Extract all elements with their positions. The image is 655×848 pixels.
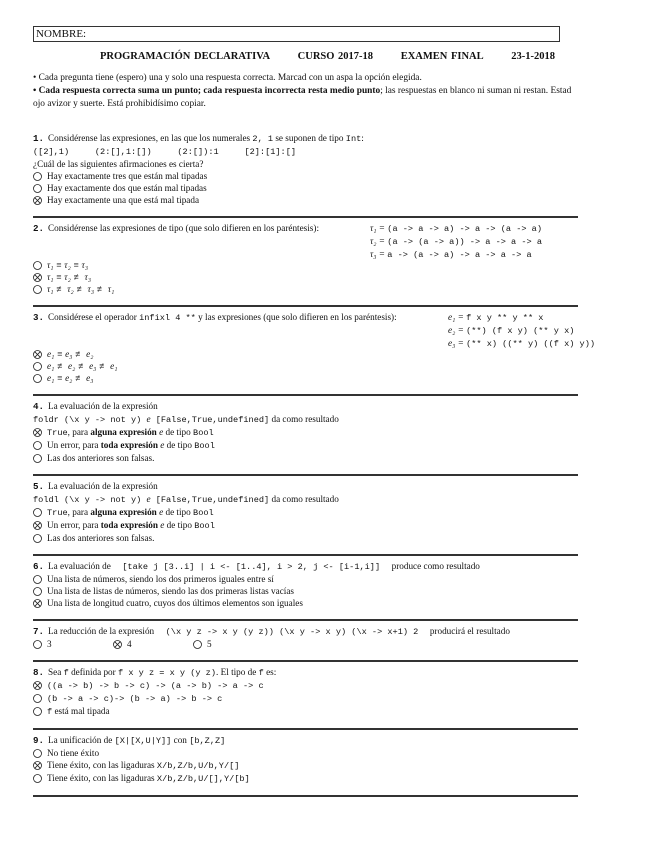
text-segment: e	[160, 520, 165, 530]
text-segment: f x y ** y ** x	[466, 313, 544, 323]
text-segment: con	[171, 735, 190, 745]
option-text	[47, 585, 294, 597]
text-segment	[33, 337, 35, 347]
text-segment: [take j [3..i] | i <- [1..4], i > 2, j <- [i-1,i]]	[122, 562, 381, 572]
text-segment: foldr (\x y -> not y)	[33, 415, 147, 425]
answer-option[interactable]	[33, 271, 578, 283]
text-segment: Considérese el operador	[48, 312, 140, 322]
exam-date: 23-1-2018	[511, 51, 556, 62]
question-3	[33, 307, 596, 393]
answer-option[interactable]	[33, 372, 578, 384]
radio-icon[interactable]	[33, 441, 42, 450]
option-text	[47, 772, 250, 785]
checked-radio-icon[interactable]	[33, 196, 42, 205]
question-7	[33, 621, 578, 659]
text-segment: produce como resultado	[380, 561, 480, 571]
text-segment: de tipo	[163, 507, 194, 517]
text-segment: Bool	[193, 428, 214, 438]
question-2	[33, 218, 578, 304]
text-segment: producirá el resultado	[418, 626, 510, 636]
text-segment: e₁ ≡ e₂ ≢ e₃	[47, 373, 94, 383]
question-prompt-line	[33, 158, 578, 170]
radio-icon[interactable]	[33, 454, 42, 463]
text-segment: La evaluación de la expresión	[48, 401, 158, 411]
text-segment: se suponen de tipo	[273, 133, 346, 143]
answer-option[interactable]	[33, 705, 578, 718]
text-segment: Sea	[48, 667, 64, 677]
option-text	[47, 439, 215, 452]
text-segment: f x y z = x y (y z)	[118, 668, 217, 678]
question-prompt-line	[33, 413, 578, 426]
text-segment	[33, 236, 35, 246]
text-segment: alguna expresión	[90, 427, 157, 437]
question-4	[33, 396, 578, 473]
answer-option[interactable]	[33, 426, 578, 439]
exam-type: EXAMEN FINAL	[400, 51, 484, 62]
text-segment: Un error, para	[47, 520, 101, 530]
instruction-line	[33, 72, 581, 85]
radio-icon[interactable]	[33, 640, 42, 649]
radio-icon[interactable]	[33, 774, 42, 783]
text-segment: True	[47, 428, 68, 438]
answer-option[interactable]	[33, 638, 113, 650]
text-segment: e	[159, 507, 164, 517]
text-segment: e	[160, 440, 165, 450]
text-segment: ([2],1) (2:[],1:[]) (2:[]):1 [2]:[1]:[]	[33, 147, 297, 157]
text-segment: La unificación de	[48, 735, 115, 745]
option-text	[47, 573, 274, 585]
question-prompt-line	[33, 666, 578, 679]
option-text	[47, 597, 303, 609]
text-segment: 4	[127, 639, 132, 649]
text-segment: X/b,Z/b,U/b,Y/[]	[156, 761, 240, 771]
radio-icon[interactable]	[33, 184, 42, 193]
text-segment: toda expresión	[100, 520, 158, 530]
question-prompt-line	[33, 493, 578, 506]
text-segment: e	[146, 414, 151, 424]
text-segment: Hay exactamente dos que están mal tipadas	[47, 183, 207, 193]
question-number: 6.	[33, 561, 45, 572]
answer-option[interactable]	[33, 194, 578, 206]
text-segment: e₂ =	[448, 325, 467, 335]
option-text	[47, 747, 99, 759]
text-segment: da como resultado	[269, 414, 339, 424]
formula-list	[370, 222, 542, 261]
radio-icon[interactable]	[33, 575, 42, 584]
text-segment: , para	[67, 507, 91, 517]
question-number: 2.	[33, 223, 45, 234]
text-segment	[33, 325, 35, 335]
option-text	[47, 170, 207, 182]
radio-icon[interactable]	[33, 707, 42, 716]
question-prompt-line	[33, 560, 578, 573]
formula-list	[448, 311, 595, 350]
text-segment: Una lista de números, siendo los dos primeros iguales entre sí	[47, 574, 274, 584]
text-segment: (a -> a -> a) -> a -> (a -> a)	[387, 224, 542, 234]
answer-option[interactable]	[33, 772, 578, 785]
answer-option[interactable]	[33, 692, 578, 705]
text-segment: ¿Cuál de las siguientes afirmaciones es cierta?	[33, 159, 204, 169]
text-segment: Tiene éxito, con las ligaduras	[47, 773, 157, 783]
text-segment: e₁ ≡ e₃ ≢ e₂	[47, 349, 94, 359]
radio-icon[interactable]	[33, 261, 42, 270]
text-segment: es:	[263, 667, 277, 677]
checked-radio-icon[interactable]	[33, 273, 42, 282]
checked-radio-icon[interactable]	[33, 350, 42, 359]
question-6	[33, 556, 578, 618]
text-segment: 3	[47, 639, 52, 649]
answer-option[interactable]	[33, 360, 578, 372]
radio-icon[interactable]	[33, 508, 42, 517]
question-number: 8.	[33, 667, 45, 678]
text-segment: Considérense las expresiones, en las que los numerales	[48, 133, 253, 143]
text-segment: Las dos anteriores son falsas.	[47, 453, 155, 463]
option-text	[47, 360, 117, 372]
name-field[interactable]	[33, 26, 560, 42]
radio-icon[interactable]	[33, 749, 42, 758]
divider	[33, 795, 578, 797]
text-segment: de tipo	[164, 440, 195, 450]
text-segment: τ₁ ≡ τ₂ ≢ τ₃	[47, 272, 92, 282]
answer-option[interactable]	[33, 439, 578, 452]
question-number: 4.	[33, 401, 45, 412]
text-segment: Hay exactamente tres que están mal tipadas	[47, 171, 208, 181]
formula-line	[448, 324, 595, 337]
text-segment: da como resultado	[269, 494, 339, 504]
question-prompt-line	[33, 145, 578, 158]
text-segment	[33, 248, 35, 258]
answer-option[interactable]	[33, 506, 578, 519]
question-prompt-line	[33, 132, 578, 145]
text-segment: 5	[207, 639, 212, 649]
instructions	[33, 72, 581, 111]
checked-radio-icon[interactable]	[33, 599, 42, 608]
question-number: 3.	[33, 312, 45, 323]
question-prompt-line	[33, 734, 578, 747]
text-segment: e	[159, 427, 164, 437]
instruction-line	[33, 85, 581, 111]
question-prompt-line	[33, 625, 578, 638]
radio-icon[interactable]	[33, 285, 42, 294]
option-text	[47, 519, 215, 532]
checked-radio-icon[interactable]	[33, 761, 42, 770]
question-number: 5.	[33, 481, 45, 492]
text-segment: de tipo	[164, 520, 195, 530]
radio-icon[interactable]	[33, 694, 42, 703]
text-segment: Una lista de listas de números, siendo las dos primeras listas vacías	[47, 586, 294, 596]
text-segment: (** x) ((** y) ((f x) y))	[466, 339, 596, 349]
option-text	[47, 506, 214, 519]
option-text	[47, 283, 114, 295]
course-year: CURSO 2017-18	[297, 51, 374, 62]
answer-option[interactable]	[33, 519, 578, 532]
text-segment: y las expresiones (que solo difieren en los paréntesis):	[195, 312, 397, 322]
option-text	[47, 532, 154, 544]
text-segment: definida por	[68, 667, 119, 677]
name-label: NOMBRE:	[36, 28, 87, 40]
text-segment: alguna expresión	[90, 507, 157, 517]
checked-radio-icon[interactable]	[33, 521, 42, 530]
question-number: 9.	[33, 735, 45, 746]
answer-option[interactable]	[33, 573, 578, 585]
text-segment: Las dos anteriores son falsas.	[47, 533, 155, 543]
options-row	[33, 638, 578, 650]
radio-icon[interactable]	[33, 362, 42, 371]
option-text	[47, 759, 239, 772]
question-number: 7.	[33, 626, 45, 637]
option-text	[207, 638, 212, 650]
option-text	[47, 692, 222, 705]
text-segment: Hay exactamente una que está mal tipada	[47, 195, 200, 205]
answer-option[interactable]	[33, 283, 578, 295]
answer-option[interactable]	[193, 638, 273, 650]
question-prompt-line	[33, 400, 578, 413]
text-segment: Una lista de longitud cuatro, cuyos dos últimos elementos son iguales	[47, 598, 303, 608]
formula-line	[448, 337, 595, 350]
answer-option[interactable]	[33, 759, 578, 772]
answer-option[interactable]	[33, 452, 578, 464]
text-segment: e	[146, 494, 151, 504]
answer-option[interactable]	[33, 532, 578, 544]
option-text	[47, 259, 88, 271]
text-segment: τ₁ ≡ τ₂ ≡ τ₃	[47, 260, 89, 270]
radio-icon[interactable]	[33, 534, 42, 543]
text-segment: e₁ ≢ e₂ ≢ e₃ ≢ e₁	[47, 361, 118, 371]
text-segment: τ₁ =	[370, 223, 388, 233]
text-segment: (a -> (a -> a)) -> a -> a -> a	[387, 237, 542, 247]
text-segment: , para	[67, 427, 91, 437]
option-text	[47, 194, 199, 206]
option-text	[47, 679, 264, 692]
option-text	[47, 348, 93, 360]
text-segment: La evaluación de la expresión	[48, 481, 158, 491]
answer-option[interactable]	[33, 170, 578, 182]
option-text	[127, 638, 132, 650]
text-segment: X/b,Z/b,U/[],Y/[b]	[156, 774, 250, 784]
text-segment: a -> (a -> a) -> a -> a -> a	[387, 250, 532, 260]
radio-icon[interactable]	[33, 374, 42, 383]
text-segment: infixl 4 **	[139, 313, 196, 323]
text-segment: τ₃ =	[370, 249, 388, 259]
checked-radio-icon[interactable]	[33, 428, 42, 437]
text-segment: • Cada respuesta correcta suma un punto; cada respuesta incorrecta resta medio punto	[33, 86, 381, 96]
text-segment: ((a -> b) -> b -> c) -> (a -> b) -> a -> c	[47, 681, 264, 691]
formula-line	[448, 311, 595, 324]
text-segment: (\x y z -> x y (y z)) (\x y -> x y) (\x -> x+1) 2	[165, 627, 419, 637]
text-segment: [X|[X,U|Y]]	[114, 736, 172, 746]
text-segment: 2, 1	[252, 134, 274, 144]
text-segment: e₁ =	[448, 312, 467, 322]
option-text	[47, 271, 91, 283]
text-segment: τ₁ ≢ τ₂ ≢ τ₃ ≢ τ₁	[47, 284, 115, 294]
option-text	[47, 182, 207, 194]
text-segment: e₃ =	[448, 338, 467, 348]
text-segment: (**) (f x y) (** y x)	[466, 326, 575, 336]
text-segment: [False,True,undefined]	[150, 415, 270, 425]
question-8	[33, 662, 578, 727]
text-segment: No tiene éxito	[47, 748, 100, 758]
checked-radio-icon[interactable]	[33, 681, 42, 690]
text-segment: La reducción de la expresión	[48, 626, 166, 636]
text-segment: Bool	[194, 441, 215, 451]
text-segment: [b,Z,Z]	[189, 736, 226, 746]
text-segment: f	[63, 668, 69, 678]
answer-option[interactable]	[113, 638, 193, 650]
radio-icon[interactable]	[193, 640, 202, 649]
radio-icon[interactable]	[33, 172, 42, 181]
formula-line	[370, 235, 542, 248]
text-segment: :	[361, 133, 364, 143]
checked-radio-icon[interactable]	[113, 640, 122, 649]
option-text	[47, 426, 214, 439]
formula-line	[370, 222, 542, 235]
text-segment: Tiene éxito, con las ligaduras	[47, 760, 157, 770]
text-segment: toda expresión	[100, 440, 158, 450]
text-segment: [False,True,undefined]	[150, 495, 270, 505]
option-text	[47, 705, 110, 718]
text-segment: Un error, para	[47, 440, 101, 450]
question-number: 1.	[33, 133, 45, 144]
answer-option[interactable]	[33, 182, 578, 194]
text-segment: Considérense las expresiones de tipo (que solo difieren en los paréntesis):	[48, 223, 319, 233]
text-segment: . El tipo de	[216, 667, 259, 677]
text-segment: Bool	[194, 521, 215, 531]
text-segment: La evaluación de	[48, 561, 123, 571]
formula-line	[370, 248, 542, 261]
answer-option[interactable]	[33, 597, 578, 609]
option-text	[47, 452, 154, 464]
text-segment: f	[47, 707, 53, 717]
text-segment: True	[47, 508, 68, 518]
answer-option[interactable]	[33, 679, 578, 692]
option-text	[47, 372, 93, 384]
text-segment: τ₂ =	[370, 236, 388, 246]
text-segment: está mal tipada	[52, 706, 110, 716]
text-segment: foldl (\x y -> not y)	[33, 495, 147, 505]
text-segment: de tipo	[163, 427, 194, 437]
course-name: PROGRAMACIÓN DECLARATIVA	[99, 51, 271, 62]
question-1	[33, 128, 578, 215]
exam-title	[0, 51, 655, 62]
question-prompt-line	[33, 480, 578, 493]
text-segment: Int	[345, 134, 362, 144]
radio-icon[interactable]	[33, 587, 42, 596]
question-9	[33, 730, 578, 794]
answer-option[interactable]	[33, 747, 578, 759]
answer-option[interactable]	[33, 585, 578, 597]
text-segment: Bool	[193, 508, 214, 518]
text-segment: ; las respuestas en blanco ni suman ni restan. Estad ojo avizor y suerte. Está prohibidísimo copiar.	[33, 86, 572, 109]
text-segment: f	[258, 668, 264, 678]
text-segment: • Cada pregunta tiene (espero) una y solo una respuesta correcta. Marcad con un aspa la opción elegida.	[33, 73, 422, 83]
questions	[33, 128, 596, 797]
option-text	[47, 638, 52, 650]
question-5	[33, 476, 578, 553]
text-segment: (b -> a -> c)-> (b -> a) -> b -> c	[47, 694, 223, 704]
